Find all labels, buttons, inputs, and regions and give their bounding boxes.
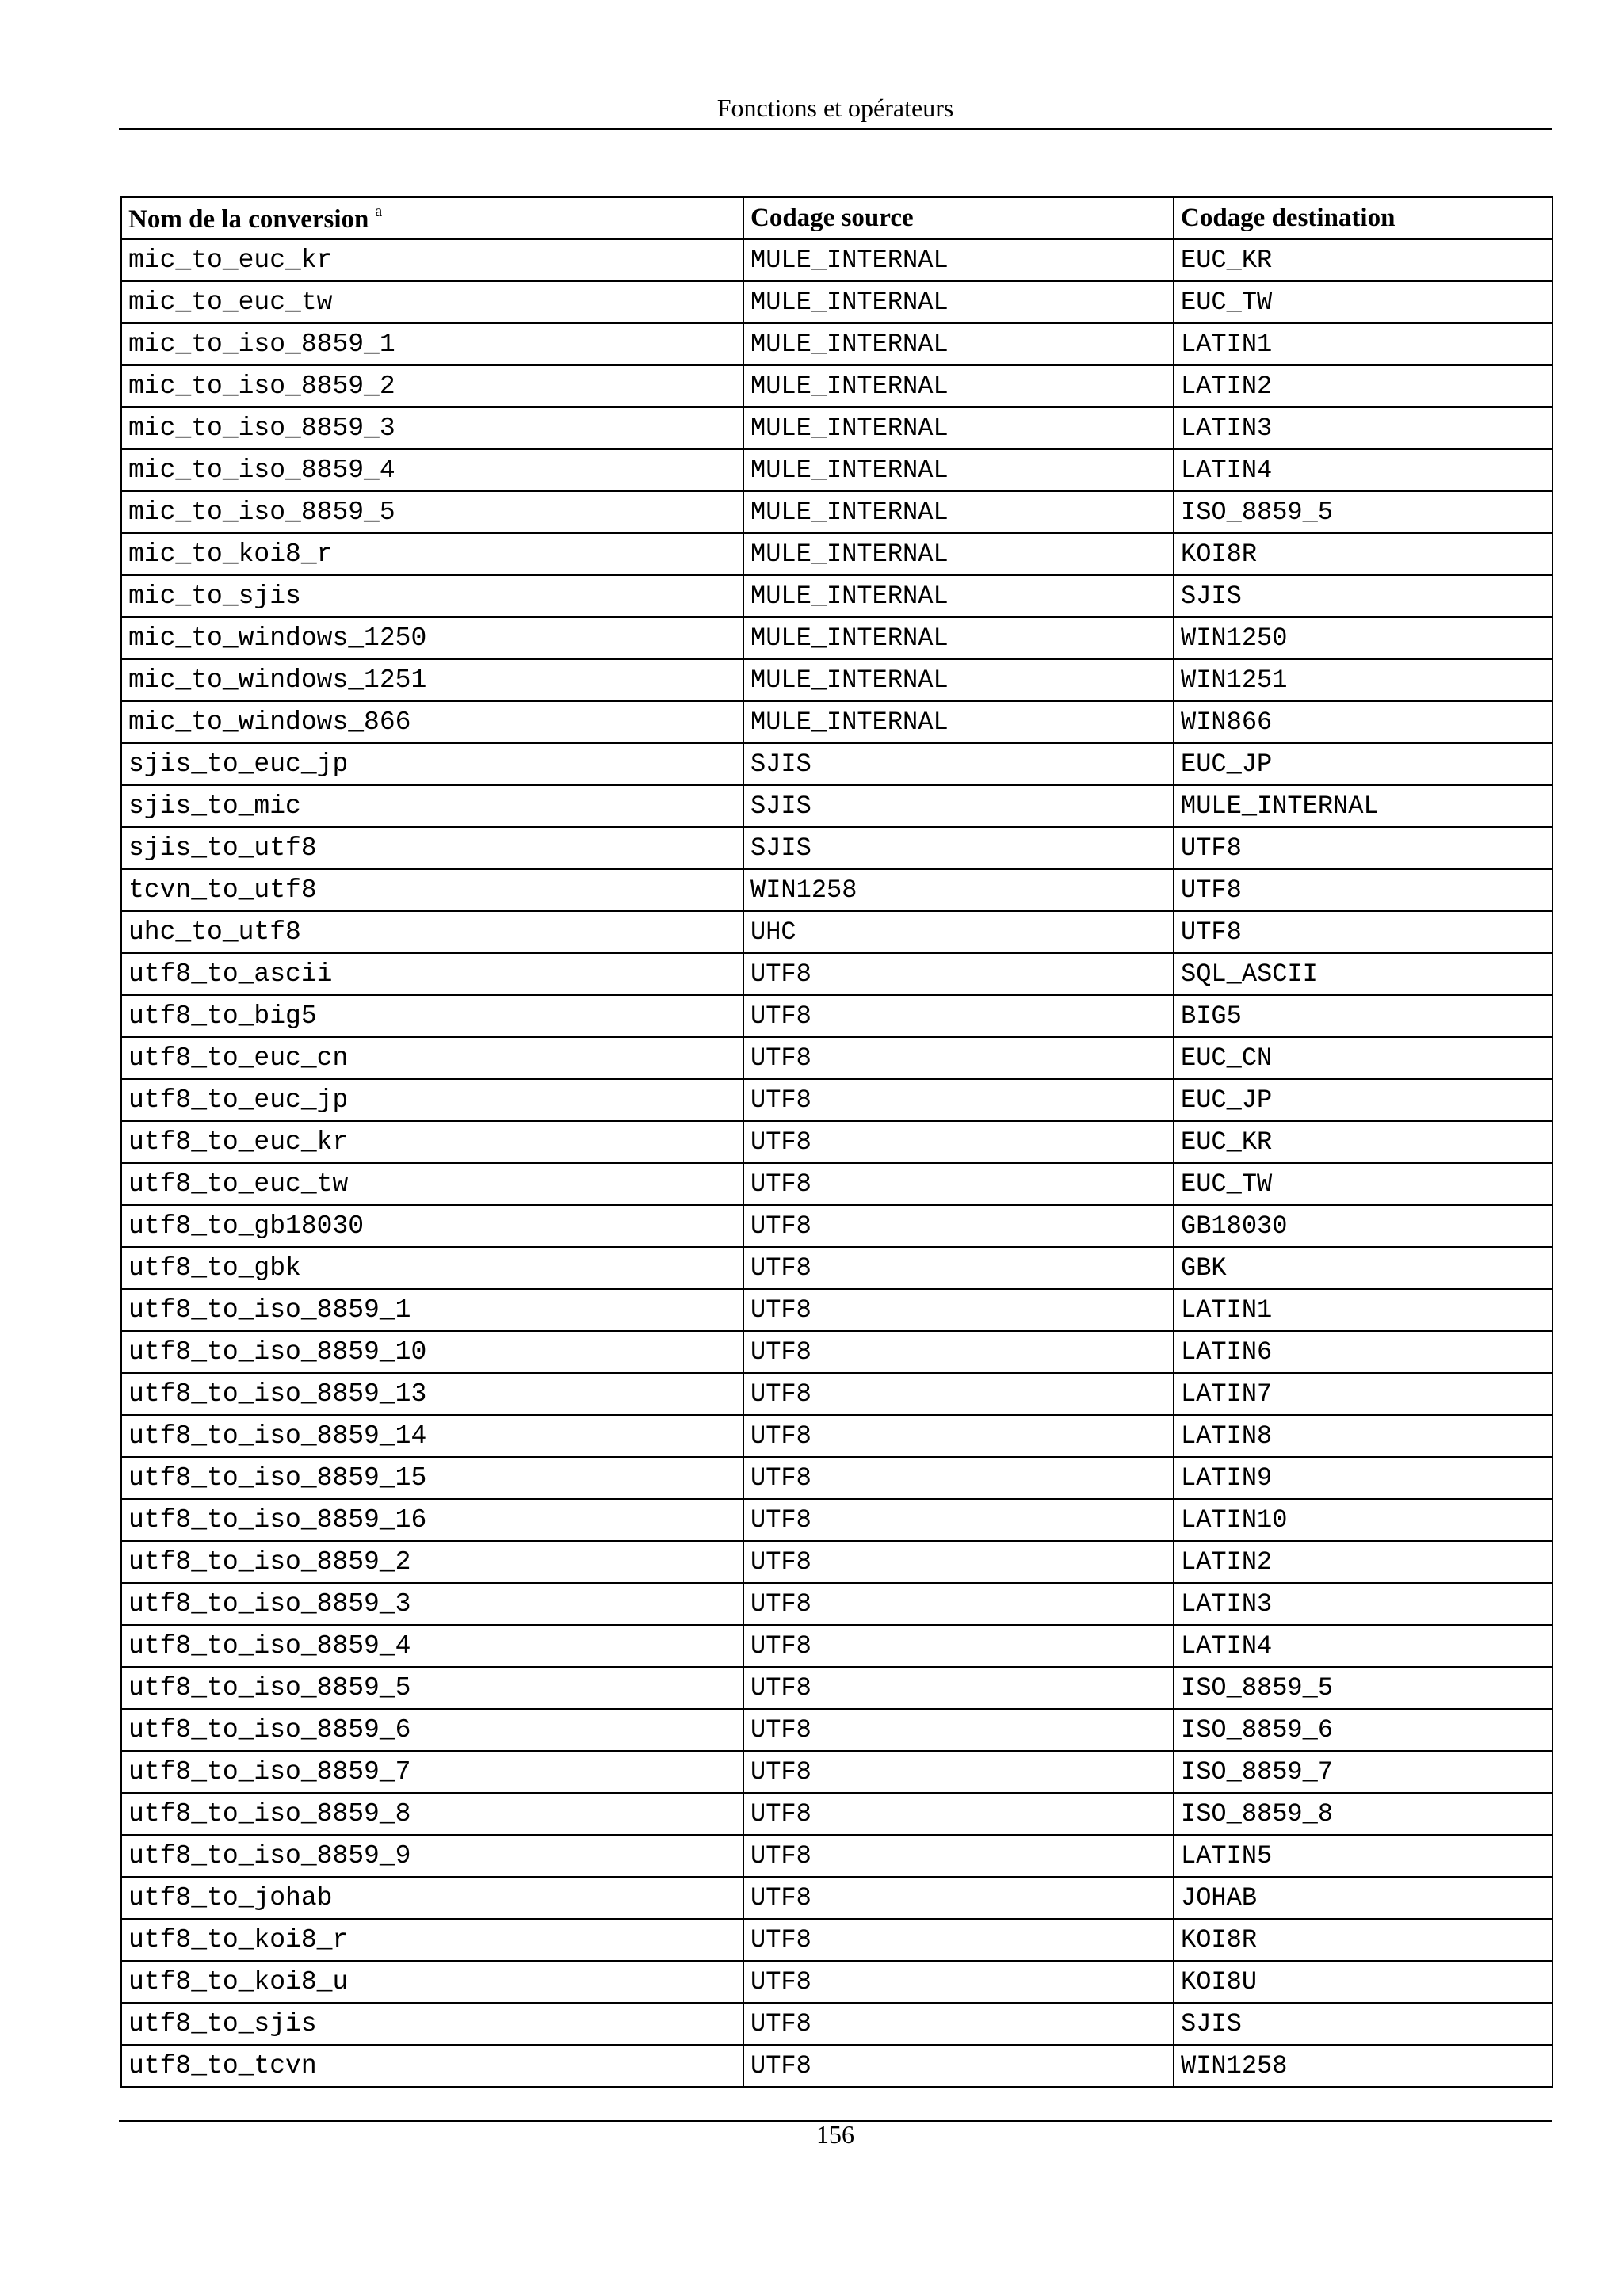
table-row [121, 743, 1552, 785]
column-header-destination-encoding: Codage destination [1174, 197, 1552, 239]
table-row [121, 1793, 1552, 1835]
conversion-name-cell: utf8_to_koi8_r [121, 1919, 743, 1961]
source-encoding-cell: UTF8 [743, 1415, 1174, 1457]
table-row [121, 1037, 1552, 1079]
table-row [121, 1919, 1552, 1961]
source-encoding-cell: UTF8 [743, 1835, 1174, 1877]
table-row [121, 953, 1552, 995]
table-row [121, 239, 1552, 281]
source-encoding-cell: MULE_INTERNAL [743, 323, 1174, 365]
table-row [121, 701, 1552, 743]
source-encoding-cell: UTF8 [743, 1877, 1174, 1919]
conversion-name-cell: utf8_to_johab [121, 1877, 743, 1919]
table-row [121, 1289, 1552, 1331]
destination-encoding-cell: UTF8 [1174, 869, 1552, 911]
source-encoding-cell: UTF8 [743, 1289, 1174, 1331]
table-row [121, 281, 1552, 323]
table-row [121, 1331, 1552, 1373]
source-encoding-cell: UTF8 [743, 1037, 1174, 1079]
table-row [121, 659, 1552, 701]
source-encoding-cell: MULE_INTERNAL [743, 491, 1174, 533]
destination-encoding-cell: SJIS [1174, 575, 1552, 617]
source-encoding-cell: UTF8 [743, 1583, 1174, 1625]
conversion-name-cell: mic_to_windows_1251 [121, 659, 743, 701]
destination-encoding-cell: UTF8 [1174, 911, 1552, 953]
conversion-name-cell: utf8_to_iso_8859_15 [121, 1457, 743, 1499]
destination-encoding-cell: EUC_JP [1174, 743, 1552, 785]
destination-encoding-cell: KOI8U [1174, 1961, 1552, 2003]
page-header-title: Fonctions et opérateurs [716, 93, 954, 122]
conversion-name-cell: utf8_to_iso_8859_7 [121, 1751, 743, 1793]
destination-encoding-cell: LATIN4 [1174, 1625, 1552, 1667]
source-encoding-cell: UTF8 [743, 1373, 1174, 1415]
destination-encoding-cell: SJIS [1174, 2003, 1552, 2045]
conversion-name-cell: uhc_to_utf8 [121, 911, 743, 953]
source-encoding-cell: UTF8 [743, 1751, 1174, 1793]
table-row [121, 533, 1552, 575]
source-encoding-cell: UHC [743, 911, 1174, 953]
source-encoding-cell: UTF8 [743, 1625, 1174, 1667]
destination-encoding-cell: LATIN2 [1174, 365, 1552, 407]
destination-encoding-cell: LATIN7 [1174, 1373, 1552, 1415]
destination-encoding-cell: LATIN3 [1174, 1583, 1552, 1625]
conversion-name-cell: utf8_to_big5 [121, 995, 743, 1037]
conversion-name-cell: utf8_to_koi8_u [121, 1961, 743, 2003]
table-row [121, 1121, 1552, 1163]
conversion-name-cell: utf8_to_iso_8859_6 [121, 1709, 743, 1751]
table-row [121, 2003, 1552, 2045]
source-encoding-cell: MULE_INTERNAL [743, 575, 1174, 617]
destination-encoding-cell: MULE_INTERNAL [1174, 785, 1552, 827]
destination-encoding-cell: LATIN10 [1174, 1499, 1552, 1541]
destination-encoding-cell: EUC_KR [1174, 239, 1552, 281]
destination-encoding-cell: ISO_8859_5 [1174, 491, 1552, 533]
table-row [121, 2045, 1552, 2087]
table-row [121, 1709, 1552, 1751]
conversion-name-cell: utf8_to_gbk [121, 1247, 743, 1289]
destination-encoding-cell: BIG5 [1174, 995, 1552, 1037]
table-header-row [121, 197, 1552, 239]
header-rule [119, 128, 1552, 130]
conversion-name-cell: utf8_to_iso_8859_1 [121, 1289, 743, 1331]
conversion-name-cell: mic_to_iso_8859_1 [121, 323, 743, 365]
conversion-name-cell: tcvn_to_utf8 [121, 869, 743, 911]
destination-encoding-cell: LATIN4 [1174, 449, 1552, 491]
source-encoding-cell: MULE_INTERNAL [743, 239, 1174, 281]
destination-encoding-cell: EUC_KR [1174, 1121, 1552, 1163]
conversion-table [120, 196, 1553, 2088]
destination-encoding-cell: EUC_TW [1174, 281, 1552, 323]
table-row [121, 1667, 1552, 1709]
source-encoding-cell: UTF8 [743, 1457, 1174, 1499]
table-row [121, 1751, 1552, 1793]
table-row [121, 1877, 1552, 1919]
source-encoding-cell: UTF8 [743, 1919, 1174, 1961]
table-row [121, 1961, 1552, 2003]
source-encoding-cell: UTF8 [743, 1331, 1174, 1373]
conversion-name-cell: utf8_to_sjis [121, 2003, 743, 2045]
conversion-name-cell: utf8_to_euc_tw [121, 1163, 743, 1205]
conversion-name-cell: utf8_to_gb18030 [121, 1205, 743, 1247]
conversion-name-cell: utf8_to_iso_8859_3 [121, 1583, 743, 1625]
source-encoding-cell: MULE_INTERNAL [743, 659, 1174, 701]
conversion-name-cell: sjis_to_utf8 [121, 827, 743, 869]
conversion-name-cell: mic_to_iso_8859_3 [121, 407, 743, 449]
table-row [121, 407, 1552, 449]
source-encoding-cell: UTF8 [743, 2045, 1174, 2087]
table-row [121, 323, 1552, 365]
destination-encoding-cell: LATIN5 [1174, 1835, 1552, 1877]
table-row [121, 1205, 1552, 1247]
destination-encoding-cell: KOI8R [1174, 1919, 1552, 1961]
table-row [121, 827, 1552, 869]
conversion-name-cell: utf8_to_ascii [121, 953, 743, 995]
conversion-name-cell: sjis_to_mic [121, 785, 743, 827]
source-encoding-cell: UTF8 [743, 1205, 1174, 1247]
conversion-name-cell: utf8_to_euc_kr [121, 1121, 743, 1163]
table-row [121, 1415, 1552, 1457]
destination-encoding-cell: LATIN3 [1174, 407, 1552, 449]
conversion-name-cell: mic_to_iso_8859_4 [121, 449, 743, 491]
conversion-name-cell: utf8_to_euc_jp [121, 1079, 743, 1121]
destination-encoding-cell: EUC_TW [1174, 1163, 1552, 1205]
source-encoding-cell: UTF8 [743, 1667, 1174, 1709]
table-row [121, 1457, 1552, 1499]
destination-encoding-cell: KOI8R [1174, 533, 1552, 575]
source-encoding-cell: UTF8 [743, 1079, 1174, 1121]
table-row [121, 911, 1552, 953]
source-encoding-cell: WIN1258 [743, 869, 1174, 911]
source-encoding-cell: UTF8 [743, 1709, 1174, 1751]
conversion-name-cell: utf8_to_iso_8859_14 [121, 1415, 743, 1457]
destination-encoding-cell: EUC_CN [1174, 1037, 1552, 1079]
conversion-name-cell: utf8_to_iso_8859_8 [121, 1793, 743, 1835]
conversion-name-cell: utf8_to_euc_cn [121, 1037, 743, 1079]
table-row [121, 1079, 1552, 1121]
destination-encoding-cell: UTF8 [1174, 827, 1552, 869]
source-encoding-cell: UTF8 [743, 1961, 1174, 2003]
conversion-name-cell: mic_to_sjis [121, 575, 743, 617]
source-encoding-cell: UTF8 [743, 953, 1174, 995]
destination-encoding-cell: EUC_JP [1174, 1079, 1552, 1121]
table-row [121, 1835, 1552, 1877]
conversion-name-cell: utf8_to_iso_8859_2 [121, 1541, 743, 1583]
destination-encoding-cell: WIN866 [1174, 701, 1552, 743]
conversion-name-cell: sjis_to_euc_jp [121, 743, 743, 785]
destination-encoding-cell: ISO_8859_7 [1174, 1751, 1552, 1793]
conversion-name-cell: utf8_to_tcvn [121, 2045, 743, 2087]
destination-encoding-cell: GB18030 [1174, 1205, 1552, 1247]
page-number: 156 [816, 2120, 854, 2149]
table-row [121, 1625, 1552, 1667]
table-row [121, 365, 1552, 407]
source-encoding-cell: MULE_INTERNAL [743, 701, 1174, 743]
table-row [121, 1373, 1552, 1415]
source-encoding-cell: MULE_INTERNAL [743, 449, 1174, 491]
source-encoding-cell: SJIS [743, 743, 1174, 785]
conversion-name-cell: mic_to_iso_8859_2 [121, 365, 743, 407]
destination-encoding-cell: LATIN9 [1174, 1457, 1552, 1499]
table-row [121, 785, 1552, 827]
conversion-name-cell: mic_to_windows_1250 [121, 617, 743, 659]
destination-encoding-cell: WIN1251 [1174, 659, 1552, 701]
destination-encoding-cell: LATIN1 [1174, 323, 1552, 365]
source-encoding-cell: MULE_INTERNAL [743, 407, 1174, 449]
table-row [121, 491, 1552, 533]
column-header-label: Nom de la conversion [128, 204, 369, 234]
destination-encoding-cell: SQL_ASCII [1174, 953, 1552, 995]
destination-encoding-cell: LATIN1 [1174, 1289, 1552, 1331]
table-row [121, 1583, 1552, 1625]
source-encoding-cell: UTF8 [743, 1163, 1174, 1205]
destination-encoding-cell: ISO_8859_8 [1174, 1793, 1552, 1835]
table-row [121, 1247, 1552, 1289]
source-encoding-cell: UTF8 [743, 2003, 1174, 2045]
source-encoding-cell: SJIS [743, 827, 1174, 869]
conversion-name-cell: utf8_to_iso_8859_13 [121, 1373, 743, 1415]
table-row [121, 575, 1552, 617]
source-encoding-cell: MULE_INTERNAL [743, 533, 1174, 575]
table-row [121, 995, 1552, 1037]
footnote-marker: a [375, 202, 383, 220]
source-encoding-cell: UTF8 [743, 1541, 1174, 1583]
source-encoding-cell: UTF8 [743, 1793, 1174, 1835]
conversion-name-cell: utf8_to_iso_8859_9 [121, 1835, 743, 1877]
destination-encoding-cell: LATIN2 [1174, 1541, 1552, 1583]
destination-encoding-cell: WIN1250 [1174, 617, 1552, 659]
destination-encoding-cell: JOHAB [1174, 1877, 1552, 1919]
conversion-name-cell: utf8_to_iso_8859_4 [121, 1625, 743, 1667]
conversion-name-cell: mic_to_euc_tw [121, 281, 743, 323]
destination-encoding-cell: ISO_8859_6 [1174, 1709, 1552, 1751]
table-row [121, 1499, 1552, 1541]
destination-encoding-cell: LATIN8 [1174, 1415, 1552, 1457]
source-encoding-cell: MULE_INTERNAL [743, 365, 1174, 407]
table-row [121, 1541, 1552, 1583]
table-row [121, 617, 1552, 659]
source-encoding-cell: SJIS [743, 785, 1174, 827]
source-encoding-cell: UTF8 [743, 1499, 1174, 1541]
source-encoding-cell: UTF8 [743, 1121, 1174, 1163]
table-row [121, 449, 1552, 491]
conversion-name-cell: utf8_to_iso_8859_16 [121, 1499, 743, 1541]
column-header-source-encoding: Codage source [743, 197, 1174, 239]
conversion-name-cell: mic_to_iso_8859_5 [121, 491, 743, 533]
column-header-conversion-name [121, 197, 743, 239]
source-encoding-cell: UTF8 [743, 995, 1174, 1037]
destination-encoding-cell: ISO_8859_5 [1174, 1667, 1552, 1709]
conversion-name-cell: mic_to_windows_866 [121, 701, 743, 743]
destination-encoding-cell: WIN1258 [1174, 2045, 1552, 2087]
destination-encoding-cell: GBK [1174, 1247, 1552, 1289]
conversion-name-cell: mic_to_euc_kr [121, 239, 743, 281]
conversion-name-cell: utf8_to_iso_8859_10 [121, 1331, 743, 1373]
source-encoding-cell: UTF8 [743, 1247, 1174, 1289]
table-row [121, 869, 1552, 911]
destination-encoding-cell: LATIN6 [1174, 1331, 1552, 1373]
source-encoding-cell: MULE_INTERNAL [743, 281, 1174, 323]
conversion-name-cell: mic_to_koi8_r [121, 533, 743, 575]
table-body [121, 239, 1552, 2087]
table-row [121, 1163, 1552, 1205]
conversion-name-cell: utf8_to_iso_8859_5 [121, 1667, 743, 1709]
source-encoding-cell: MULE_INTERNAL [743, 617, 1174, 659]
